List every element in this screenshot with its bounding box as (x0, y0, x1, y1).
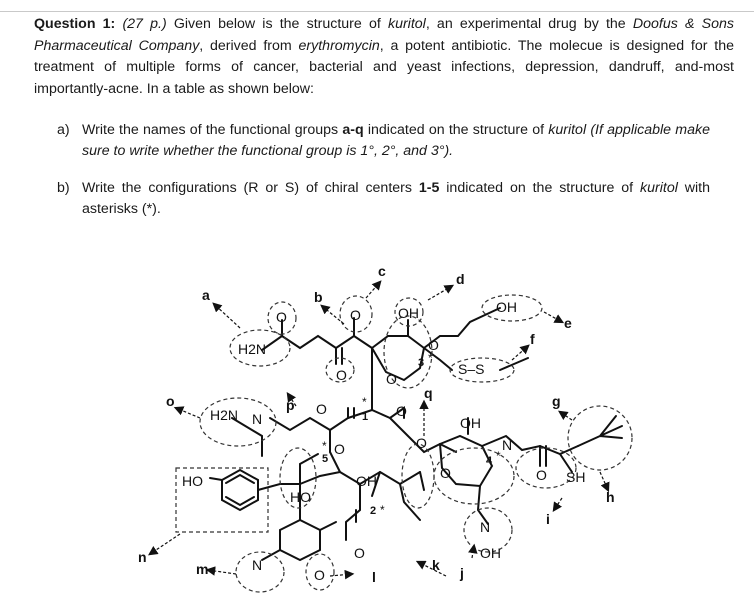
center-3-star: * (428, 351, 433, 365)
label-p: p (286, 397, 295, 413)
atom-ss: S–S (458, 361, 485, 377)
label-b: b (314, 289, 323, 305)
atom-oh-top: OH (398, 305, 419, 321)
label-m: m (196, 561, 209, 577)
part-b-label: b) (57, 180, 70, 196)
label-o: o (166, 393, 175, 409)
atom-oh-right: OH (496, 299, 517, 315)
group-letter-labels (138, 263, 615, 585)
atom-ho-phenol: HO (182, 473, 203, 489)
center-1: 1 (362, 411, 369, 423)
label-n: n (138, 549, 147, 565)
atom-oh-mid: OH (356, 473, 377, 489)
center-5: 5 (322, 453, 329, 465)
atom-o-10: O (536, 467, 547, 483)
center-1-star: * (362, 395, 367, 409)
part-a-text-1: Write the names of the functional groups (82, 122, 339, 138)
kuritol-structure (0, 240, 754, 597)
label-l: l (372, 569, 376, 585)
part-a-groups: a-q (342, 122, 364, 138)
atom-o-9: O (440, 465, 451, 481)
part-a-note: (If applicable make sure to write whether the functional group is 1°, 2°, and 3°). (82, 122, 710, 159)
atom-labels (182, 299, 585, 583)
label-j: j (460, 565, 464, 581)
question-intro-2: , an experimental drug by the (425, 16, 626, 32)
drug-name: kuritol (387, 16, 426, 32)
group-highlight-circles (176, 295, 632, 592)
atom-o-6: O (396, 403, 407, 419)
part-a-label: a) (57, 122, 70, 138)
question-intro-4: , a potent antibiotic. The molecue is designed for the treatment of multiple forms of cancer, bacterial and yeast infections, depression, dandruff, and-most importantly-acne. In a table as shown below: (34, 37, 734, 97)
antibiotic-name: erythromycin (298, 37, 380, 54)
atom-o-8: O (416, 435, 427, 451)
left-ring-skeleton (210, 418, 336, 560)
part-a-text (82, 120, 710, 162)
center-5-star: * (322, 439, 327, 453)
question-intro-1: Given below is the structure of (173, 16, 381, 32)
question-title: Question 1: (34, 16, 116, 32)
atom-oh-bottom: OH (480, 545, 501, 561)
company-name: Doofus & Sons Pharmaceutical Company (34, 16, 734, 54)
label-i: i (546, 511, 550, 527)
atom-n-4: N (252, 557, 263, 573)
label-c: c (378, 263, 386, 279)
label-k: k (432, 557, 440, 573)
atom-h2n-top: H2N (238, 341, 267, 357)
atom-o-7: O (334, 441, 345, 457)
center-4-star: * (496, 449, 501, 463)
center-3: 3 (418, 357, 425, 369)
atom-o-12: O (314, 567, 325, 583)
label-e: e (564, 315, 572, 331)
part-b-centers: 1-5 (418, 180, 440, 196)
part-b-text (82, 178, 710, 220)
part-a-drug: kuritol (548, 122, 587, 138)
center-4: 4 (486, 455, 493, 467)
atom-o-4: O (386, 371, 397, 387)
atom-sh: SH (566, 469, 586, 485)
atom-ho-lower: HO (290, 489, 311, 505)
part-a-text-2: indicated on the structure of (367, 122, 545, 138)
label-h: h (606, 489, 615, 505)
part-b-text-2: indicated on the structure of (446, 180, 634, 196)
question-points: (27 p.) (122, 16, 167, 32)
atom-o-11: O (354, 545, 365, 561)
label-a: a (202, 287, 210, 303)
question-paragraph (34, 14, 734, 100)
atom-o-3: O (350, 307, 361, 323)
atom-o-5: O (316, 401, 327, 417)
top-skeleton (262, 308, 528, 410)
part-b-drug: kuritol (640, 180, 678, 196)
right-ring-skeleton (440, 416, 622, 524)
atom-o-1: O (276, 309, 287, 325)
atom-n-1: N (252, 411, 263, 427)
atom-n-3: N (480, 519, 491, 535)
center-2: 2 (370, 505, 377, 517)
atom-oh-ring: OH (460, 415, 481, 431)
atom-h2n-mid: H2N (210, 407, 239, 423)
label-f: f (530, 331, 535, 347)
part-b-text-3: with asterisks (*). (82, 180, 710, 217)
atom-n-2: N (502, 437, 513, 453)
page-top-border (0, 0, 754, 12)
label-q: q (424, 385, 433, 401)
atom-o-ring: O (428, 337, 439, 353)
atom-o-2: O (336, 367, 347, 383)
question-intro-3: , derived from (199, 37, 292, 54)
label-d: d (456, 271, 465, 287)
label-g: g (552, 393, 561, 409)
center-2-star: * (380, 503, 385, 517)
part-b-text-1: Write the configurations (R or S) of chiral centers (82, 180, 412, 196)
